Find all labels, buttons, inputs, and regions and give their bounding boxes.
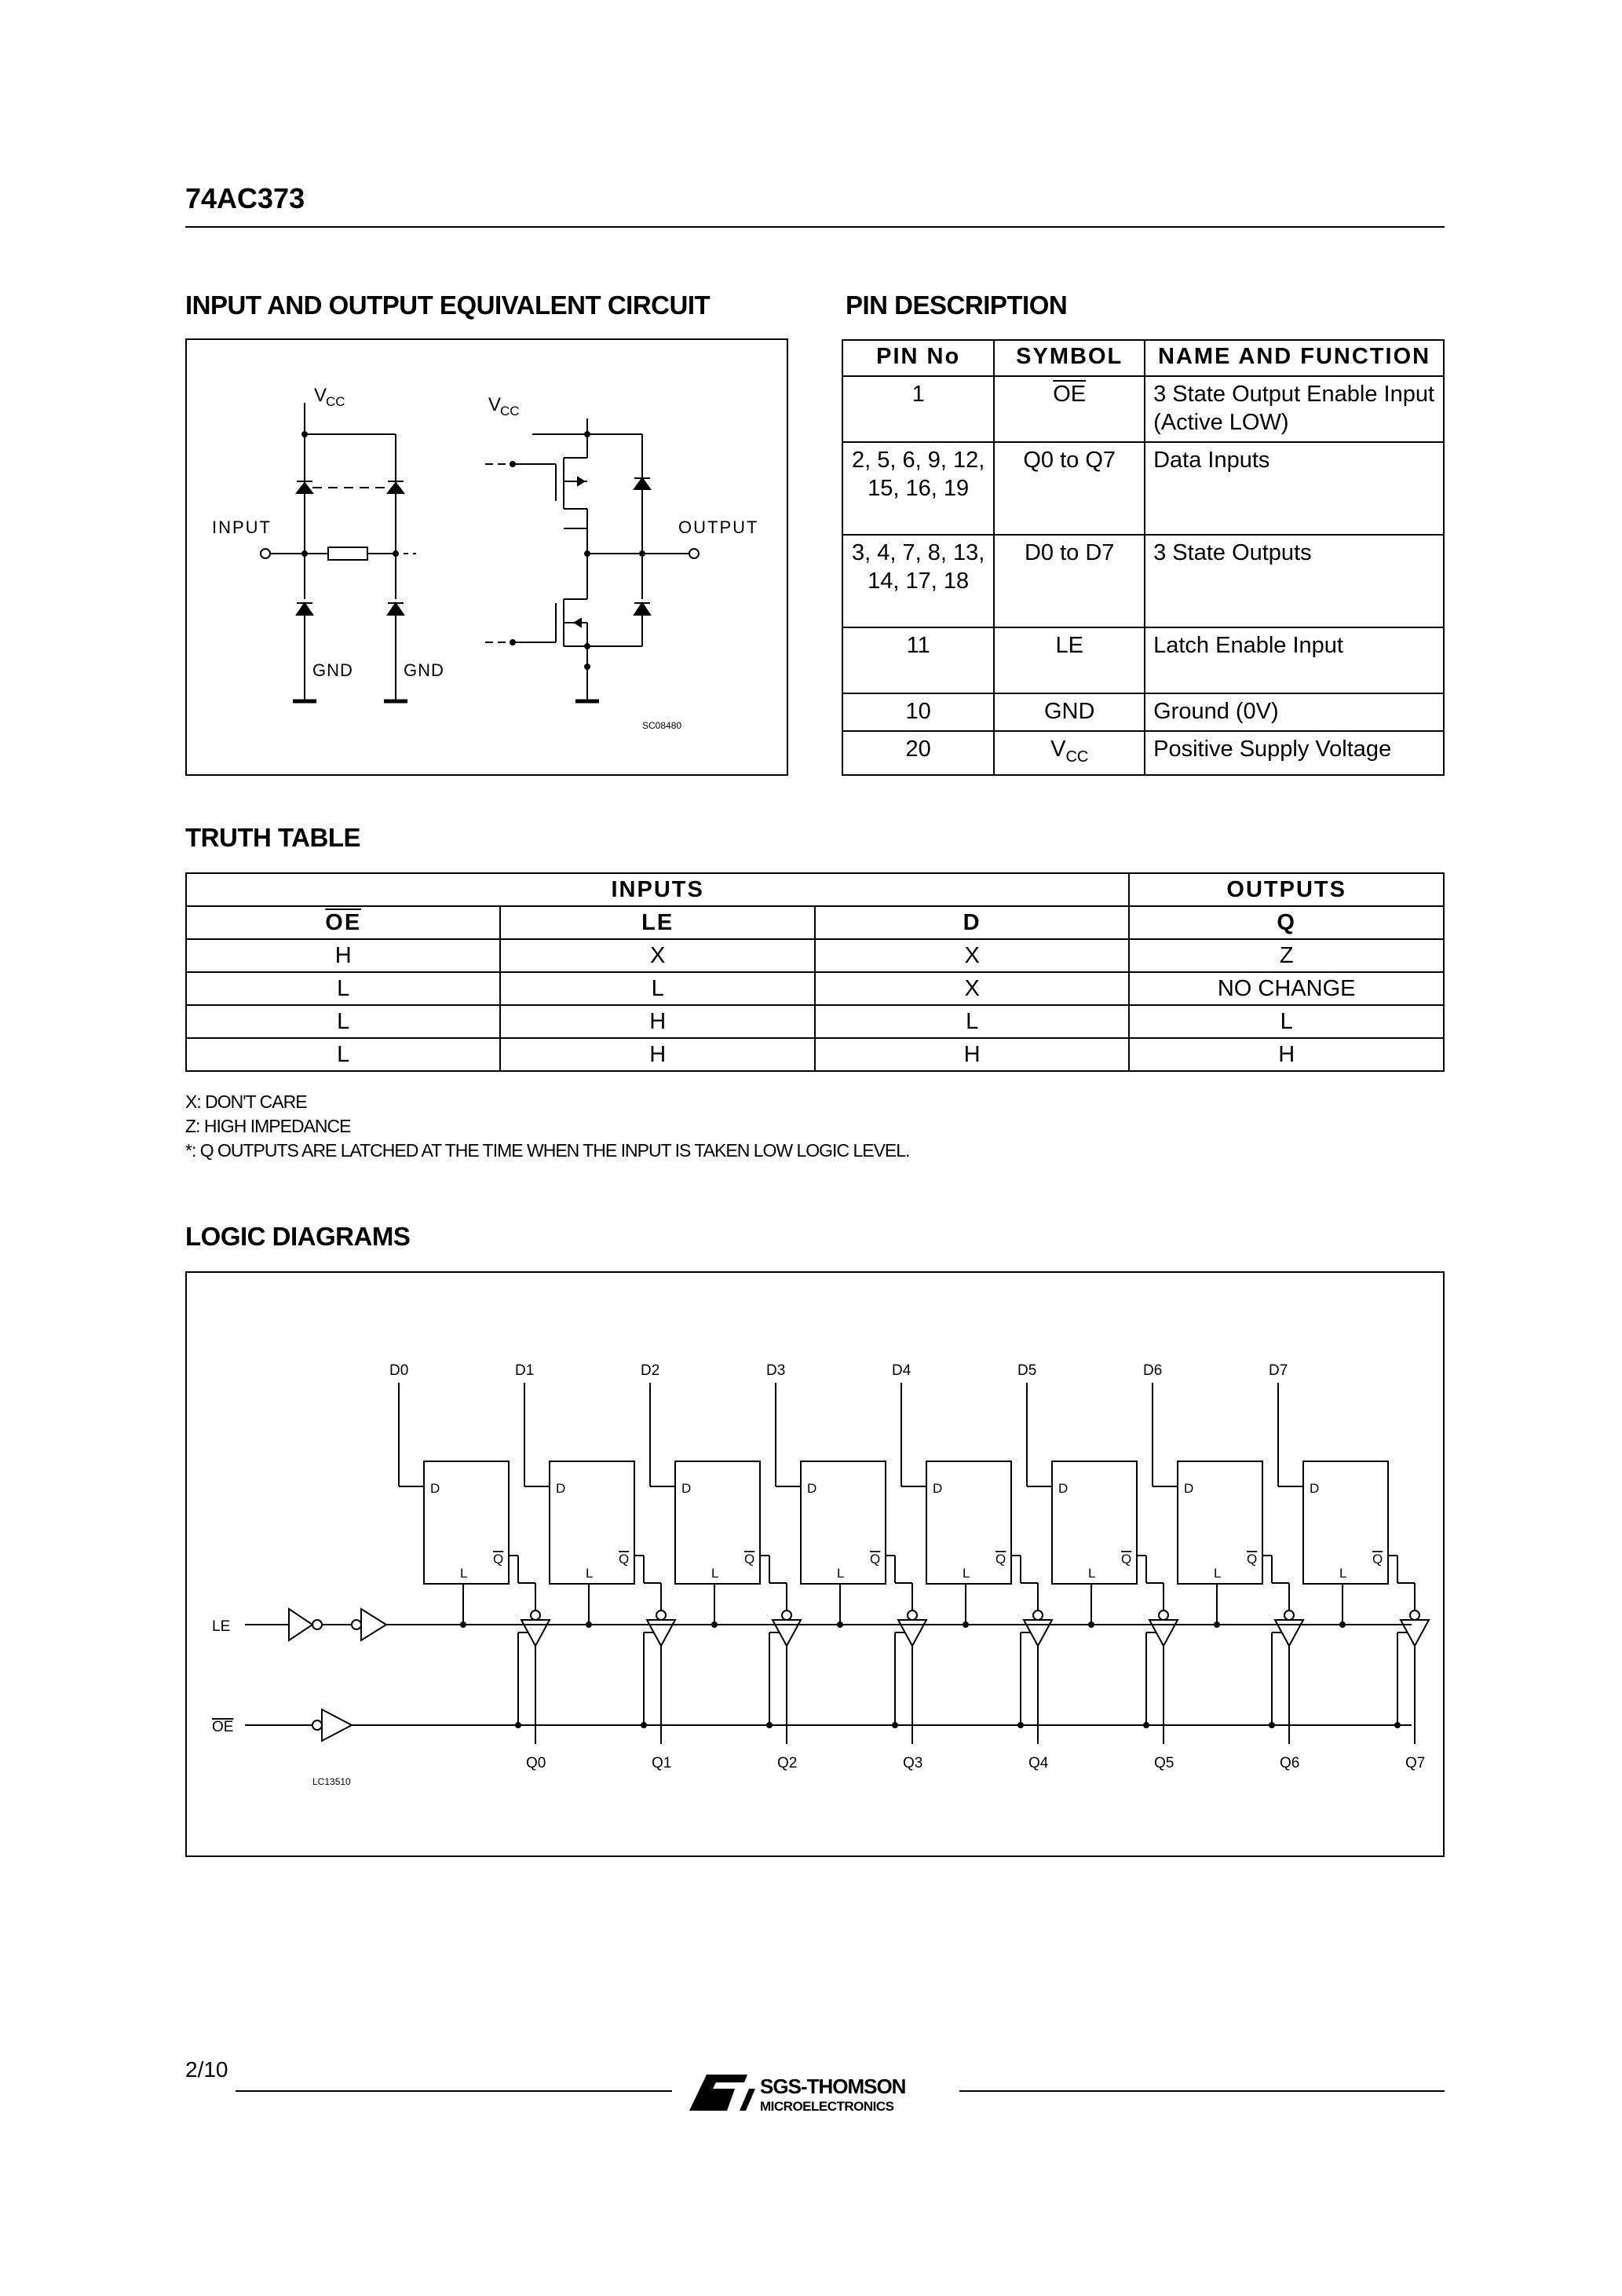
oe-symbol: $\overline{OE}$ [1053, 382, 1087, 407]
pin-number: 2, 5, 6, 9, 12, 15, 16, 19 [842, 442, 994, 535]
table-cell: H [500, 1005, 814, 1038]
gnd-label-1: GND [312, 660, 353, 680]
latch-d-input-label: D5 [1017, 1362, 1037, 1379]
latch-q-output-label: Q3 [903, 1755, 923, 1771]
latch-q-output-label: Q4 [1028, 1755, 1049, 1771]
latch-q-pin: Q [870, 1552, 881, 1567]
latch-q-output-label: Q6 [1280, 1755, 1300, 1771]
le-junction [1214, 1621, 1220, 1628]
table-cell: L [815, 1005, 1129, 1038]
pin-header-symbol: SYMBOL [994, 340, 1145, 376]
pin-number: 3, 4, 7, 8, 13, 14, 17, 18 [842, 535, 994, 627]
table-cell: X [815, 972, 1129, 1005]
note-latched: *: Q OUTPUTS ARE LATCHED AT THE TIME WHEN THE INPUT IS TAKEN LOW LOGIC LEVEL. [185, 1140, 910, 1161]
latch-l-pin: L [1088, 1566, 1096, 1581]
table-cell: L [1129, 1005, 1444, 1038]
io-circuit-figure [185, 338, 788, 776]
truth-table-title: TRUTH TABLE [185, 823, 361, 852]
footer-rule-left [236, 2090, 672, 2092]
le-junction [963, 1621, 969, 1628]
truth-col-le: LE [500, 906, 814, 939]
truth-col-oe [186, 906, 500, 939]
pin-symbol: LE [994, 627, 1145, 693]
table-cell: H [500, 1038, 814, 1071]
oe-heading: $\overline{OE}$ [325, 909, 362, 935]
pin-header-name: NAME AND FUNCTION [1145, 340, 1444, 376]
oe-junction [515, 1722, 521, 1728]
oe-junction [1143, 1722, 1149, 1728]
latch-d-input-label: D7 [1269, 1362, 1288, 1379]
table-row [186, 1005, 1444, 1038]
pin-symbol: GND [994, 693, 1145, 731]
buffer-invert-bubble [1159, 1610, 1168, 1620]
logic-diagram-figure [185, 1271, 1445, 1857]
buffer-invert-bubble [1410, 1610, 1419, 1620]
st-logo-icon [685, 2070, 952, 2117]
pin-symbol [994, 376, 1145, 442]
table-cell: H [186, 939, 500, 972]
le-junction [1088, 1621, 1094, 1628]
pin-row [842, 535, 1444, 627]
logic-diagram-ref: LC13510 [312, 1776, 351, 1787]
latch-q-output-label: Q2 [777, 1755, 798, 1771]
pin-row [842, 693, 1444, 731]
oe-junction [641, 1722, 647, 1728]
latch-d-pin: D [933, 1481, 943, 1496]
truth-inputs-header: INPUTS [186, 873, 1129, 906]
pin-function: 3 State Outputs [1145, 535, 1444, 627]
latch-d-input-label: D2 [641, 1362, 660, 1379]
oe-junction [1017, 1722, 1024, 1728]
latch-q-output-label: Q5 [1154, 1755, 1174, 1771]
vcc-symbol: V [1050, 737, 1066, 762]
table-cell: H [1129, 1038, 1444, 1071]
pin-row [842, 731, 1444, 775]
pin-function: Latch Enable Input [1145, 627, 1444, 693]
pin-row [842, 442, 1444, 535]
buffer-invert-bubble [656, 1610, 666, 1620]
table-cell: L [186, 1038, 500, 1071]
pin-function: Ground (0V) [1145, 693, 1444, 731]
le-junction [1339, 1621, 1346, 1628]
le-signal-label: LE [212, 1618, 231, 1635]
buffer-invert-bubble [1284, 1610, 1294, 1620]
latch-d-input-label: D6 [1143, 1362, 1163, 1379]
le-junction [711, 1621, 718, 1628]
input-label: INPUT [212, 517, 272, 537]
pin-number: 10 [842, 693, 994, 731]
header-rule [185, 226, 1445, 228]
latch-l-pin: L [963, 1566, 970, 1581]
brand-line-1: SGS-THOMSON [760, 2075, 906, 2098]
table-cell: X [500, 939, 814, 972]
table-cell: H [815, 1038, 1129, 1071]
latch-q-pin: Q [619, 1552, 630, 1567]
latch-q-output-label: Q0 [526, 1755, 546, 1771]
oe-junction [892, 1722, 898, 1728]
truth-table-notes [185, 1090, 909, 1163]
logic-diagram-drawing [187, 1273, 1443, 1855]
logic-diagrams-title: LOGIC DIAGRAMS [185, 1222, 411, 1251]
table-cell: L [500, 972, 814, 1005]
pin-symbol: Q0 to Q7 [994, 442, 1145, 535]
vcc-left-label: V [314, 385, 327, 406]
pin-header-pin: PIN No [842, 340, 994, 376]
latch-q-pin: Q [744, 1552, 755, 1567]
latch-q-pin: Q [493, 1552, 504, 1567]
pin-description-title: PIN DESCRIPTION [846, 291, 1068, 320]
note-dont-care: X: DON'T CARE [185, 1091, 307, 1112]
vcc-right-label: V [488, 394, 502, 415]
table-cell: L [186, 1005, 500, 1038]
vcc-right-sub: CC [500, 404, 520, 419]
table-cell: NO CHANGE [1129, 972, 1444, 1005]
buffer-invert-bubble [531, 1610, 540, 1620]
le-junction [837, 1621, 843, 1628]
brand-line-2: MICROELECTRONICS [760, 2099, 894, 2114]
oe-junction [1269, 1722, 1275, 1728]
latch-d-pin: D [1184, 1481, 1194, 1496]
oe-signal-label: OE [212, 1719, 234, 1735]
latch-l-pin: L [711, 1566, 719, 1581]
table-cell: X [815, 939, 1129, 972]
latch-l-pin: L [837, 1566, 845, 1581]
latch-q-output-label: Q7 [1405, 1755, 1426, 1771]
note-high-impedance: Z: HIGH IMPEDANCE [185, 1116, 351, 1136]
sgs-thomson-logo [685, 2070, 952, 2121]
pin-number: 1 [842, 376, 994, 442]
latch-q-pin: Q [1247, 1552, 1258, 1567]
latch-q-pin: Q [1372, 1552, 1383, 1567]
latch-d-pin: D [807, 1481, 817, 1496]
output-label: OUTPUT [678, 517, 759, 537]
latch-d-pin: D [1058, 1481, 1069, 1496]
footer-rule-right [959, 2090, 1445, 2092]
latch-q-pin: Q [1121, 1552, 1132, 1567]
vcc-symbol-sub: CC [1065, 748, 1089, 766]
latch-d-input-label: D0 [389, 1362, 409, 1379]
latch-d-input-label: D3 [766, 1362, 786, 1379]
le-junction [586, 1621, 592, 1628]
pin-number: 11 [842, 627, 994, 693]
le-junction [460, 1621, 466, 1628]
table-cell: Z [1129, 939, 1444, 972]
vcc-left-sub: CC [326, 394, 345, 409]
latch-q-output-label: Q1 [652, 1755, 672, 1771]
pin-row [842, 627, 1444, 693]
pin-symbol: D0 to D7 [994, 535, 1145, 627]
io-circuit-ref: SC08480 [642, 720, 682, 731]
latch-d-pin: D [430, 1481, 440, 1496]
pin-function: 3 State Output Enable Input (Active LOW) [1145, 376, 1444, 442]
table-row [186, 972, 1444, 1005]
latch-l-pin: L [1214, 1566, 1222, 1581]
latch-d-pin: D [1310, 1481, 1320, 1496]
table-row [186, 1038, 1444, 1071]
latch-d-pin: D [681, 1481, 692, 1496]
latch-q-pin: Q [995, 1552, 1006, 1567]
truth-table [185, 872, 1445, 1072]
pin-number: 20 [842, 731, 994, 775]
oe-junction [1394, 1722, 1401, 1728]
table-row [186, 939, 1444, 972]
buffer-invert-bubble [1033, 1610, 1043, 1620]
truth-col-d: D [815, 906, 1129, 939]
oe-junction [766, 1722, 773, 1728]
io-circuit-title: INPUT AND OUTPUT EQUIVALENT CIRCUIT [185, 291, 711, 320]
part-number: 74AC373 [185, 182, 305, 214]
latch-d-pin: D [556, 1481, 566, 1496]
pin-row [842, 376, 1444, 442]
latch-l-pin: L [1339, 1566, 1347, 1581]
latch-l-pin: L [460, 1566, 468, 1581]
latch-d-input-label: D4 [892, 1362, 911, 1379]
gnd-label-2: GND [404, 660, 444, 680]
pin-description-table [842, 339, 1445, 776]
pin-symbol [994, 731, 1145, 775]
latch-l-pin: L [586, 1566, 594, 1581]
truth-outputs-header: OUTPUTS [1129, 873, 1444, 906]
pin-function: Positive Supply Voltage [1145, 731, 1444, 775]
buffer-invert-bubble [908, 1610, 917, 1620]
buffer-invert-bubble [782, 1610, 791, 1620]
page-number: 2/10 [185, 2057, 228, 2082]
latch-d-input-label: D1 [515, 1362, 535, 1379]
pin-function: Data Inputs [1145, 442, 1444, 535]
truth-col-q: Q [1129, 906, 1444, 939]
io-circuit-drawing [187, 340, 787, 774]
table-cell: L [186, 972, 500, 1005]
